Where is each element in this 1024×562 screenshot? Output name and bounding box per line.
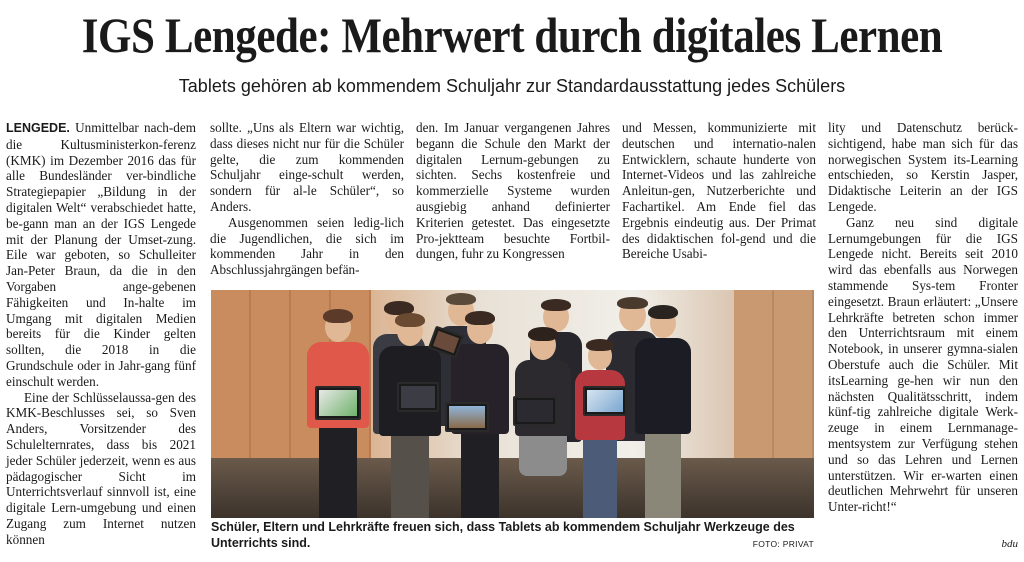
article-headline: IGS Lengede: Mehrwert durch digitales Lernen [81, 7, 943, 63]
article-paragraph: Ganz neu sind digitale Lernumgebungen für die IGS Lengede nicht. Bereits seit 2010 wird das ebenfalls aus Norwegen stammende Sys-tem Fronter eingesetzt. Braun erläutert: „Unsere Lehrkräfte betreten schon immer den Unterrichtsraum mit einem Notebook, in unserer gymna-sialen Oberstufe auch die Schüler. Mit itsLearning ge-hen wir nun den nächsten Qualitätsschritt, indem künf-tig zahlreiche digitale Werk-zeuge in einem Lernmanage-mentsystem zur Verfügung stehen und so das Lehren und Lernen unterstützen. Wir er-warten einen deutlichen Mehrwehrt für unseren Unter-richt!“ [828, 214, 1018, 515]
article-paragraph: Ausgenommen seien ledig-lich die Jugendlichen, die sich im kommenden Jahr in den Abschlussjahrgängen befän- [210, 214, 404, 278]
author-initials: bdu [1001, 538, 1018, 550]
person-figure [571, 342, 629, 518]
article-column-4 [622, 120, 816, 280]
tablet-device [397, 382, 439, 412]
article-column-3 [416, 120, 610, 280]
article-paragraph: Eine der Schlüsselaussa-gen des KMK-Beschlusses sei, so Sven Anders, Vorsitzender des Schulelternrates, dass bis 2021 jeder Schüler jederzeit, wenn es aus pädagogischer Sicht im Unterrichtsverlauf sinnvoll ist, eine digitale Lern-umgebung und einen Zugang zum Internet nutzen können [6, 389, 196, 547]
article-dateline: LENGEDE. [6, 121, 70, 135]
photo-credit: FOTO: PRIVAT [752, 539, 814, 549]
tablet-device [315, 386, 361, 420]
tablet-device [445, 402, 489, 432]
article-paragraph: lity und Datenschutz berück-sichtigend, habe man sich für das norwegischen System its-Learning entschieden, so Kerstin Jasper, Didaktische Leiterin an der IGS Lengede. [828, 120, 1018, 214]
tablet-device [513, 396, 557, 426]
article-column-2 [210, 120, 404, 280]
article-paragraph [6, 120, 196, 390]
article-subheadline: Tablets gehören ab kommendem Schuljahr zur Standardausstattung jedes Schülers [178, 76, 846, 96]
article-paragraph: den. Im Januar vergangenen Jahres begann die Schule den Markt der digitalen Lernum-gebungen zu sichten. Sechs kostenfreie und kommerzielle Systeme wurden ausgiebig anhand definierter Kriterien getestet. Das eingesetzte Pro-jektteam besuchte Fortbil-dungen, fuhr zu Kongressen [416, 120, 610, 262]
group-photo [211, 290, 814, 518]
article-paragraph: und Messen, kommunizierte mit deutschen und internatio-nalen Entwicklern, schaute hunderte von Internet-Videos und las zahlreiche Anleitun-gen, Nutzerberichte und Fachartikel. Am Ende fiel das Ergebnis eindeutig aus. Der Primat des didaktischen fol-gend und die Bereiche Usabi- [622, 120, 816, 262]
paragraph-text: Unmittelbar nach-dem die Kultusministerkon-ferenz (KMK) im Dezember 2016 das für alle Bundesländer ver-bindliche Strategiepapier „Bildung in der digitalen Welt“ verabschiedet hatte, be-gann man an der IGS Lengede mit der Planung der Umset-zung. Eile war geboten, so Schulleiter Jan-Peter Braun, da die in den Vorgaben ange-gebenen Fähigkeiten und In-halte im Umgang mit digitalen Medien bereits für die Kinder gelten sollten, die 2018 in die Grundschule oder in Jahr-gang fünf einschult werden. [6, 120, 196, 389]
person-figure [631, 308, 695, 518]
tablet-device [583, 386, 627, 416]
article-column-5 [828, 120, 1018, 560]
article-paragraph: sollte. „Uns als Eltern war wichtig, dass dieses nicht nur für die Schüler gelte, die zum kommenden Schuljahr einge-schult werden, sondern für al-le Schüler“, so Anders. [210, 120, 404, 214]
photo-caption: Schüler, Eltern und Lehrkräfte freuen sich, dass Tablets ab kommendem Schuljahr Werkzeuge des Unterrichts sind. [211, 520, 795, 550]
article-column-1 [6, 120, 196, 560]
